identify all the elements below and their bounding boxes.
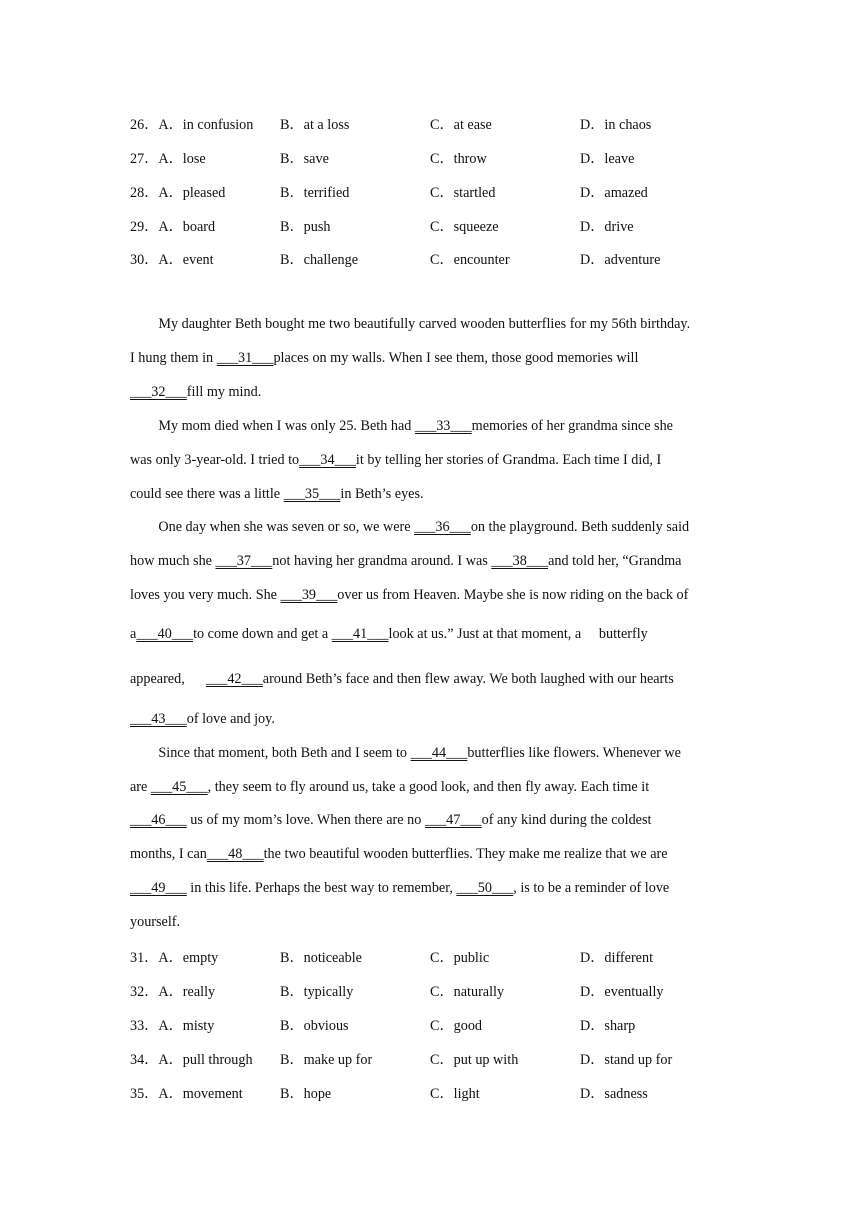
blank-41: ___41___ — [331, 626, 389, 642]
passage-text: on the playground. Beth suddenly said — [470, 519, 690, 535]
option-c: C．put up with — [430, 1052, 519, 1068]
option-a: 30．A．event — [130, 252, 214, 268]
option-c: C．good — [430, 1018, 483, 1034]
passage-text: of love and joy. — [186, 711, 275, 727]
blank-50: ___50___ — [456, 880, 514, 896]
passage-text: , they seem to fly around us, take a good look, and then fly away. Each time it — [207, 779, 650, 795]
passage-text: appeared, — [130, 671, 207, 687]
blank-34: ___34___ — [299, 452, 356, 468]
option-a: 32．A．really — [130, 984, 216, 1000]
passage-line — [130, 553, 681, 570]
passage-text: of any kind during the coldest — [481, 812, 652, 828]
option-d: D．adventure — [580, 252, 661, 268]
blank-49: ___49___ — [130, 880, 187, 896]
passage-text: My mom died when I was only 25. Beth had — [130, 418, 415, 434]
passage-line — [130, 812, 651, 829]
blank-35: ___35___ — [283, 486, 341, 502]
option-c: C．throw — [430, 151, 487, 167]
passage-line — [130, 846, 668, 863]
passage-line — [130, 914, 180, 931]
option-a: 33．A．misty — [130, 1018, 215, 1034]
option-a: 34．A．pull through — [130, 1052, 253, 1068]
option-b: B．push — [280, 219, 331, 235]
option-b: B．at a loss — [280, 117, 350, 133]
blank-44: ___44___ — [410, 745, 468, 761]
passage-text: look at us.” Just at that moment, a butterfly — [388, 626, 648, 642]
option-d: D．different — [580, 950, 654, 966]
blank-31: ___31___ — [216, 350, 274, 366]
passage-text: over us from Heaven. Maybe she is now riding on the back of — [337, 587, 689, 603]
question-27-options — [130, 148, 830, 168]
blank-40: ___40___ — [136, 626, 194, 642]
option-b: B．noticeable — [280, 950, 362, 966]
passage-text: butterflies like flowers. Whenever we — [467, 745, 681, 761]
question-29-options — [130, 216, 830, 236]
passage-text: , is to be a reminder of love — [513, 880, 670, 896]
passage-text: was only 3-year-old. I tried to — [130, 452, 300, 468]
blank-33: ___33___ — [414, 418, 472, 434]
blank-46: ___46___ — [130, 812, 187, 828]
passage-line — [130, 779, 649, 796]
question-28-options — [130, 182, 830, 202]
option-d: D．eventually — [580, 984, 664, 1000]
passage-text: how much she — [130, 553, 216, 569]
passage-line — [130, 418, 673, 435]
passage-line — [130, 626, 648, 643]
passage-text: and told her, “Grandma — [548, 553, 682, 569]
passage-text: One day when she was seven or so, we were — [130, 519, 415, 535]
option-b: B．challenge — [280, 252, 359, 268]
option-c: C．light — [430, 1086, 480, 1102]
passage-text: fill my mind. — [186, 384, 262, 400]
passage-line — [130, 519, 689, 536]
passage-text: yourself. — [130, 914, 181, 930]
option-b: B．hope — [280, 1086, 332, 1102]
blank-39: ___39___ — [280, 587, 338, 603]
blank-42: ___42___ — [206, 671, 263, 687]
option-c: C．public — [430, 950, 490, 966]
passage-line — [130, 671, 674, 688]
blank-38: ___38___ — [491, 553, 549, 569]
passage-text: it by telling her stories of Grandma. Each time I did, I — [355, 452, 662, 468]
option-a: 27．A．lose — [130, 151, 206, 167]
passage-text: to come down and get a — [193, 626, 332, 642]
question-30-options — [130, 249, 830, 269]
option-d: D．stand up for — [580, 1052, 673, 1068]
passage-text: I hung them in — [130, 350, 217, 366]
question-35-options — [130, 1083, 830, 1103]
passage-text: months, I can — [130, 846, 207, 862]
option-b: B．terrified — [280, 185, 350, 201]
option-b: B．save — [280, 151, 329, 167]
option-d: D．amazed — [580, 185, 648, 201]
option-d: D．leave — [580, 151, 635, 167]
option-b: B．make up for — [280, 1052, 373, 1068]
option-a: 28．A．pleased — [130, 185, 226, 201]
option-c: C．squeeze — [430, 219, 499, 235]
option-a: 26．A．in confusion — [130, 117, 254, 133]
blank-32: ___32___ — [130, 384, 187, 400]
blank-47: ___47___ — [424, 812, 482, 828]
blank-48: ___48___ — [206, 846, 264, 862]
option-c: C．encounter — [430, 252, 510, 268]
option-c: C．naturally — [430, 984, 505, 1000]
passage-line — [130, 384, 261, 401]
blank-45: ___45___ — [150, 779, 208, 795]
option-b: B．typically — [280, 984, 354, 1000]
passage-text: the two beautiful wooden butterflies. They make me realize that we are — [263, 846, 668, 862]
passage-text: not having her grandma around. I was — [272, 553, 492, 569]
passage-text: are — [130, 779, 151, 795]
passage-line — [130, 880, 669, 897]
passage-text: loves you very much. She — [130, 587, 281, 603]
option-d: D．in chaos — [580, 117, 652, 133]
option-a: 35．A．movement — [130, 1086, 243, 1102]
passage-line — [130, 350, 638, 367]
question-26-options — [130, 114, 830, 134]
passage-line — [130, 316, 690, 333]
passage-text: in Beth’s eyes. — [340, 486, 424, 502]
passage-line — [130, 486, 424, 503]
passage-text: memories of her grandma since she — [471, 418, 673, 434]
passage-text: Since that moment, both Beth and I seem to — [130, 745, 411, 761]
passage-text: us of my mom’s love. When there are no — [186, 812, 425, 828]
passage-line — [130, 711, 275, 728]
blank-37: ___37___ — [215, 553, 273, 569]
passage-text: places on my walls. When I see them, those good memories will — [273, 350, 639, 366]
option-b: B．obvious — [280, 1018, 349, 1034]
blank-36: ___36___ — [414, 519, 471, 535]
passage-line — [130, 745, 681, 762]
question-32-options — [130, 981, 830, 1001]
passage-text: could see there was a little — [130, 486, 284, 502]
option-c: C．at ease — [430, 117, 492, 133]
option-d: D．sadness — [580, 1086, 648, 1102]
passage-text: in this life. Perhaps the best way to remember, — [186, 880, 457, 896]
passage-text: My daughter Beth bought me two beautifully carved wooden butterflies for my 56th birthday. — [130, 316, 691, 332]
option-a: 29．A．board — [130, 219, 216, 235]
option-d: D．sharp — [580, 1018, 636, 1034]
question-34-options — [130, 1049, 830, 1069]
passage-text: a — [130, 626, 137, 642]
option-c: C．startled — [430, 185, 496, 201]
blank-43: ___43___ — [130, 711, 187, 727]
option-d: D．drive — [580, 219, 634, 235]
passage-text: around Beth’s face and then flew away. We both laughed with our hearts — [262, 671, 674, 687]
question-33-options — [130, 1015, 830, 1035]
option-a: 31．A．empty — [130, 950, 219, 966]
passage-line — [130, 587, 688, 604]
passage-line — [130, 452, 661, 469]
question-31-options — [130, 947, 830, 967]
